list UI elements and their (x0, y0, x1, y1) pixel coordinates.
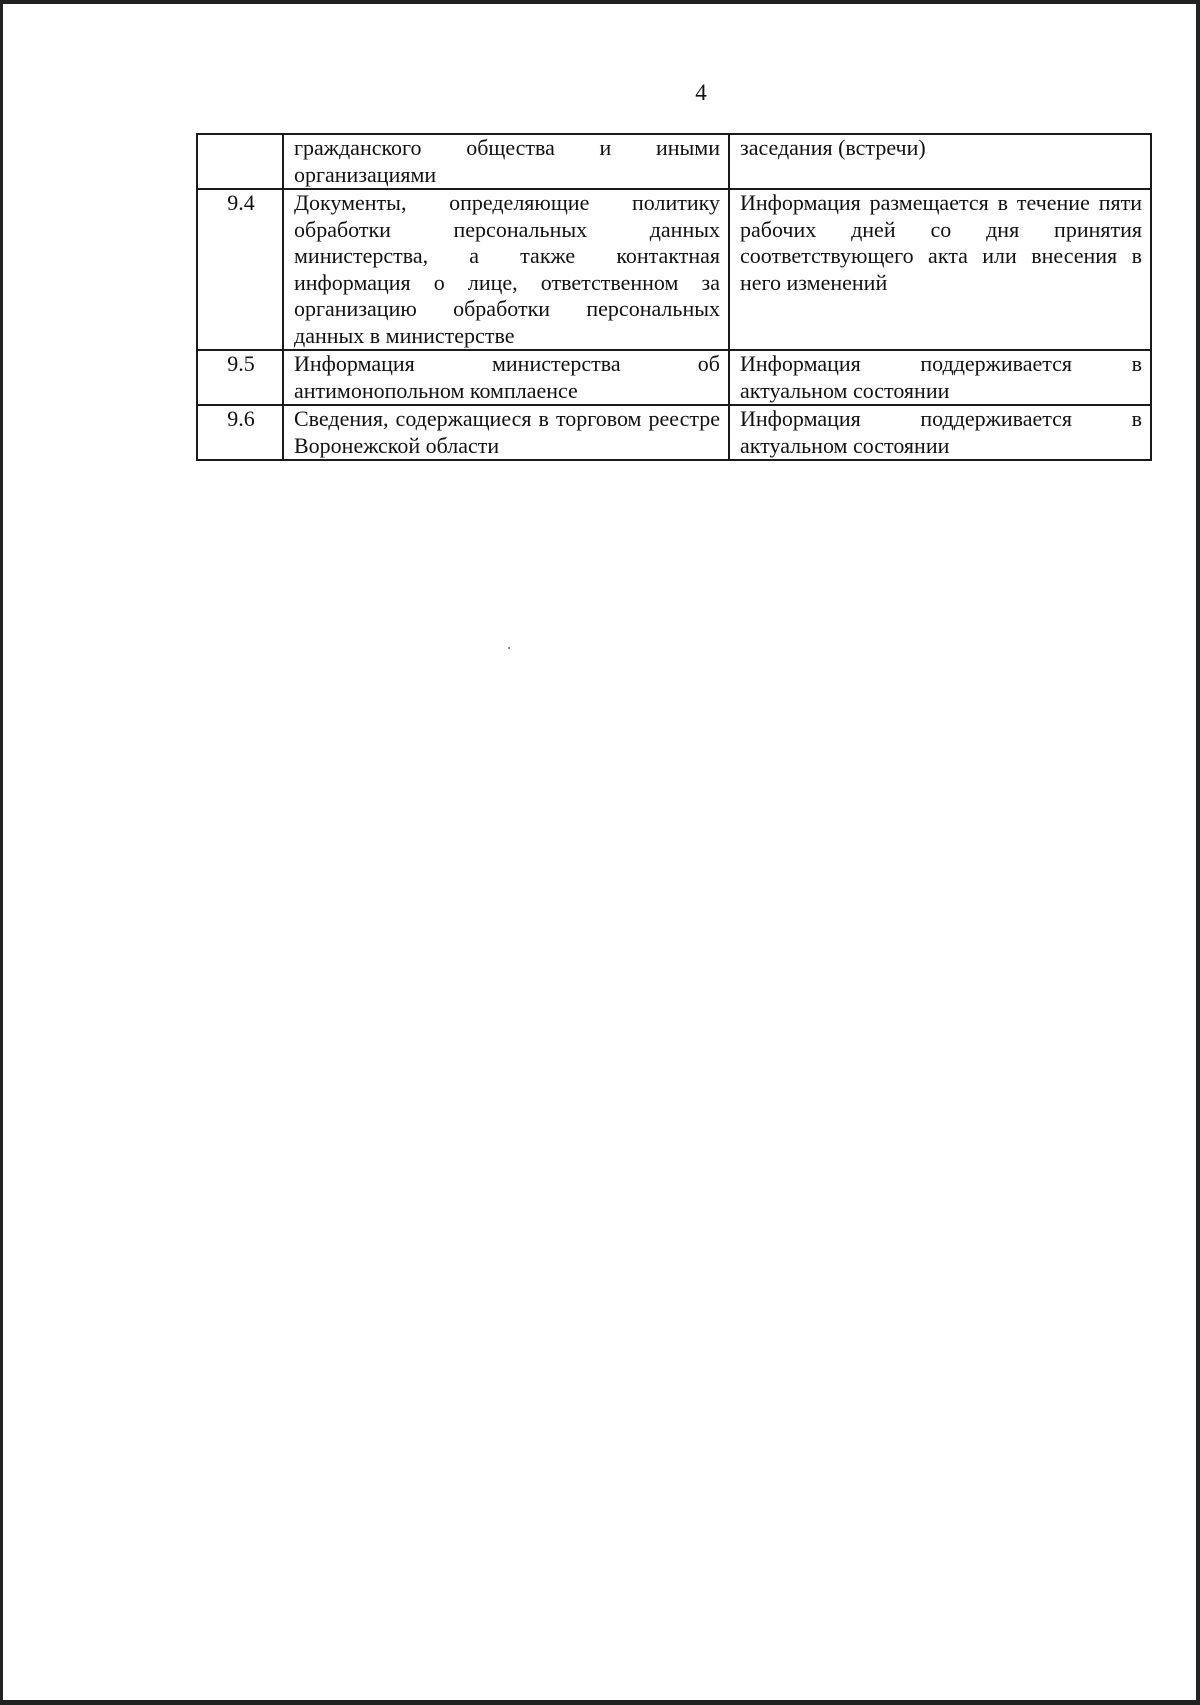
row-note-text: Информация поддерживается в актуальном состоянии (740, 406, 1142, 458)
table-row (197, 134, 1151, 189)
row-description-cell (283, 405, 729, 460)
row-number-cell: 9.6 (197, 405, 283, 460)
row-note-cell (729, 405, 1151, 460)
row-description-text: Сведения, содержащиеся в торговом реестре Воронежской области (294, 406, 720, 458)
page-number: 4 (695, 80, 707, 105)
table-row (197, 405, 1151, 460)
row-note-cell (729, 350, 1151, 405)
row-number-cell: 9.5 (197, 350, 283, 405)
row-number-cell: 9.4 (197, 189, 283, 350)
row-description-text: Документы, определяющие политику обработки персональных данных министерства, а также контактная информация о лице, ответственном за организацию обработки персональных данных в министерстве (294, 190, 720, 348)
row-description-cell (283, 350, 729, 405)
information-table (196, 133, 1152, 461)
row-description-text: гражданского общества и иными организациями (294, 135, 720, 187)
row-note-cell (729, 189, 1151, 350)
row-note-cell (729, 134, 1151, 189)
scan-speck (508, 647, 510, 649)
table-row (197, 189, 1151, 350)
table-row (197, 350, 1151, 405)
row-note-text: Информация поддерживается в актуальном состоянии (740, 351, 1142, 403)
row-note-text: заседания (встречи) (740, 135, 926, 160)
row-note-text: Информация размещается в течение пяти рабочих дней со дня принятия соответствующего акта или внесения в него изменений (740, 190, 1142, 295)
row-number-cell (197, 134, 283, 189)
row-description-text: Информация министерства об антимонопольном комплаенсе (294, 351, 720, 403)
row-description-cell (283, 189, 729, 350)
row-description-cell (283, 134, 729, 189)
